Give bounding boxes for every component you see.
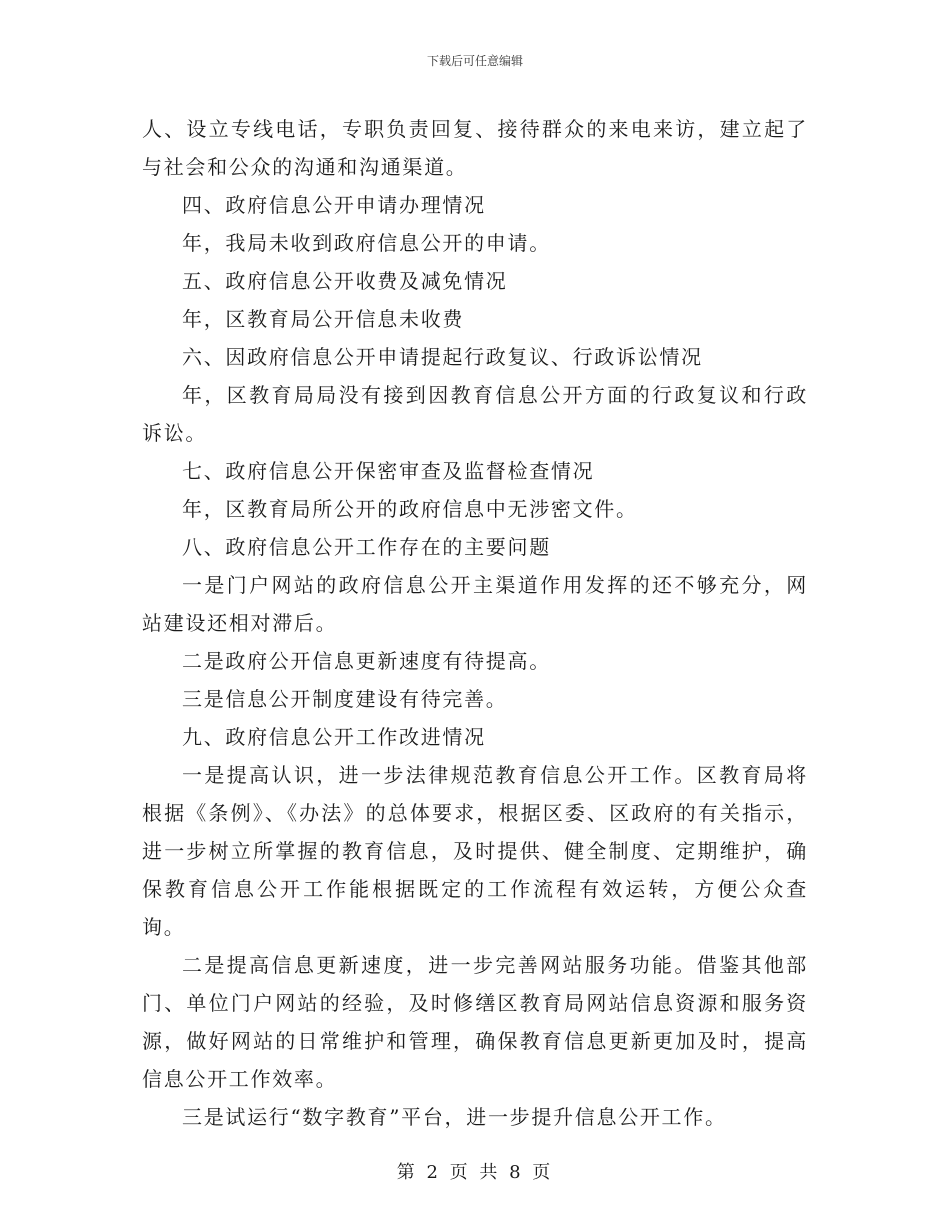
paragraph-16: 二是提高信息更新速度，进一步完善网站服务功能。借鉴其他部门、单位门户网站的经验，及时修缮区教育局网站信息资源和服务资源，做好网站的日常维护和管理，确保教育信息更新更加及时，提高信息公开工作效率。 xyxy=(142,953,808,1091)
paragraph-13: 三是信息公开制度建设有待完善。 xyxy=(182,687,508,711)
paragraph-11: 一是门户网站的政府信息公开主渠道作用发挥的还不够充分，网站建设还相对滞后。 xyxy=(142,573,808,635)
page-number-footer: 第 2 页 共 8 页 xyxy=(396,1162,554,1183)
paragraph-1: 人、设立专线电话，专职负责回复、接待群众的来电来访，建立起了与社会和公众的沟通和沟通渠道。 xyxy=(142,117,808,179)
paragraph-10: 八、政府信息公开工作存在的主要问题 xyxy=(182,535,551,559)
paragraph-12: 二是政府公开信息更新速度有待提高。 xyxy=(182,649,551,673)
header-note: 下载后可任意编辑 xyxy=(426,54,523,68)
paragraph-3: 年，我局未收到政府信息公开的申请。 xyxy=(182,231,551,255)
paragraph-7: 年，区教育局局没有接到因教育信息公开方面的行政复议和行政诉讼。 xyxy=(142,383,808,445)
paragraph-6: 六、因政府信息公开申请提起行政复议、行政诉讼情况 xyxy=(182,345,703,369)
paragraph-8: 七、政府信息公开保密审查及监督检查情况 xyxy=(182,459,595,483)
paragraph-15: 一是提高认识，进一步法律规范教育信息公开工作。区教育局将根据《条例》、《办法》的总体要求，根据区委、区政府的有关指示，进一步树立所掌握的教育信息，及时提供、健全制度、定期维护，确保教育信息公开工作能根据既定的工作流程有效运转，方便公众查询。 xyxy=(142,763,808,939)
document-body xyxy=(142,110,808,1136)
paragraph-4: 五、政府信息公开收费及减免情况 xyxy=(182,269,508,293)
paragraph-17: 三是试运行“数字教育”平台，进一步提升信息公开工作。 xyxy=(182,1105,727,1129)
paragraph-14: 九、政府信息公开工作改进情况 xyxy=(182,725,486,749)
paragraph-9: 年，区教育局所公开的政府信息中无涉密文件。 xyxy=(182,497,638,521)
paragraph-5: 年，区教育局公开信息未收费 xyxy=(182,307,465,331)
paragraph-2: 四、政府信息公开申请办理情况 xyxy=(182,193,486,217)
